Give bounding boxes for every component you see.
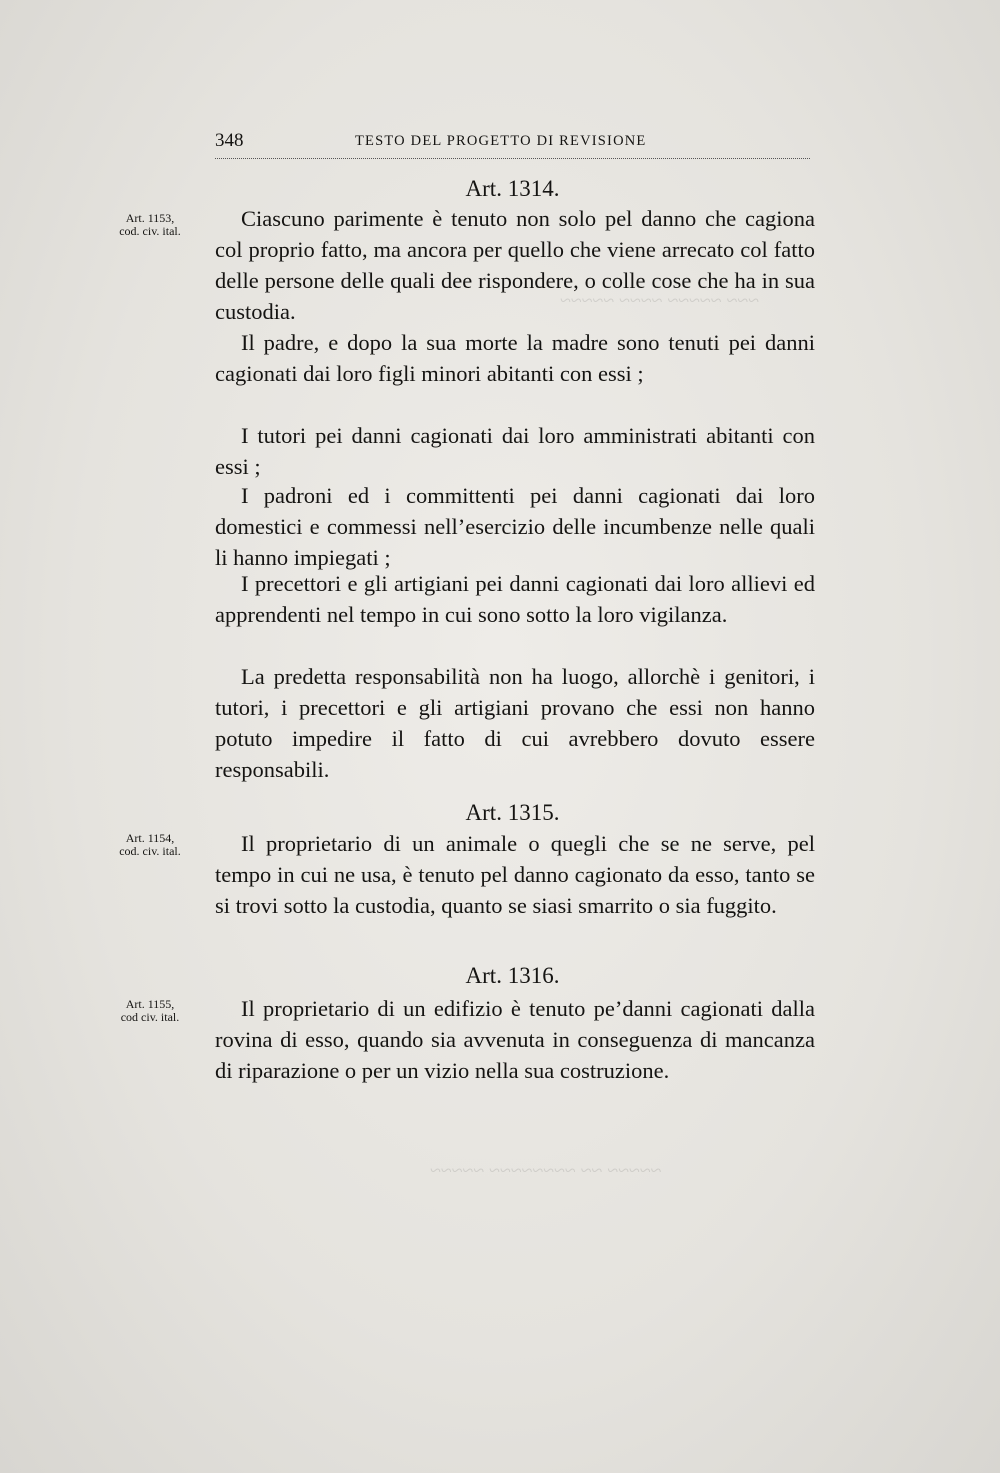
article-paragraph: [215, 661, 815, 785]
margin-note: [100, 998, 200, 1024]
paragraph-text: I tutori pei danni cagionati dai loro amministrati abitanti con essi ;: [215, 423, 815, 479]
margin-note-line: Art. 1153,: [125, 211, 175, 225]
article-paragraph: [215, 327, 815, 389]
running-title: TESTO DEL PROGETTO DI REVISIONE: [355, 133, 647, 149]
article-paragraph: [215, 828, 815, 921]
article-paragraph: [215, 993, 815, 1086]
margin-note-line: cod. civ. ital.: [119, 224, 181, 238]
paragraph-text: La predetta responsabilità non ha luogo, allorchè i genitori, i tutori, i precettori e gli artigiani provano che essi non hanno potuto impedire il fatto di cui avrebbero dovuto essere responsabili.: [215, 664, 815, 782]
margin-note: [100, 832, 200, 858]
show-through-text: ~~~~~ ~~ ~~~~~~~~ ~~~~~: [430, 1160, 662, 1182]
margin-note: [100, 212, 200, 238]
margin-note-line: Art. 1154,: [125, 831, 175, 845]
margin-note-line: cod. civ. ital.: [119, 844, 181, 858]
paragraph-text: Il proprietario di un animale o quegli che se ne serve, pel tempo in cui ne usa, è tenuto pel danno cagionato da esso, tanto se si trovi sotto la custodia, quanto se siasi smarrito o sia fuggito.: [215, 831, 815, 918]
paragraph-text: I precettori e gli artigiani pei danni cagionati dai loro allievi ed apprendenti nel tempo in cui sono sotto la loro vigilanza.: [215, 571, 815, 627]
paragraph-text: Ciascuno parimente è tenuto non solo pel danno che cagiona col proprio fatto, ma ancora per quello che viene arrecato col fatto delle persone delle quali dee rispondere, o colle cose che ha in sua custodia.: [215, 206, 815, 324]
article-heading: Art. 1316.: [465, 963, 560, 988]
margin-note-line: Art. 1155,: [125, 997, 175, 1011]
article-paragraph: [215, 420, 815, 482]
paragraph-text: I padroni ed i committenti pei danni cagionati dai loro domestici e commessi nell’esercizio delle incumbenze nelle quali li hanno impiegati ;: [215, 483, 815, 570]
show-through-text: ~~~ ~~~~~ ~~~~ ~~~~~: [560, 290, 759, 312]
margin-note-line: cod civ. ital.: [120, 1010, 180, 1024]
article-paragraph: [215, 203, 815, 327]
article-heading: Art. 1314.: [465, 176, 560, 201]
paragraph-text: Il proprietario di un edifizio è tenuto pe’danni cagionati dalla rovina di esso, quando sia avvenuta in conseguenza di mancanza di riparazione o per un vizio nella sua costruzione.: [215, 996, 815, 1083]
article-heading: Art. 1315.: [465, 800, 560, 825]
page-number: 348: [215, 130, 244, 151]
article-paragraph: [215, 568, 815, 630]
paragraph-text: Il padre, e dopo la sua morte la madre sono tenuti pei danni cagionati dai loro figli minori abitanti con essi ;: [215, 330, 815, 386]
page-header: [215, 130, 810, 159]
article-paragraph: [215, 480, 815, 573]
